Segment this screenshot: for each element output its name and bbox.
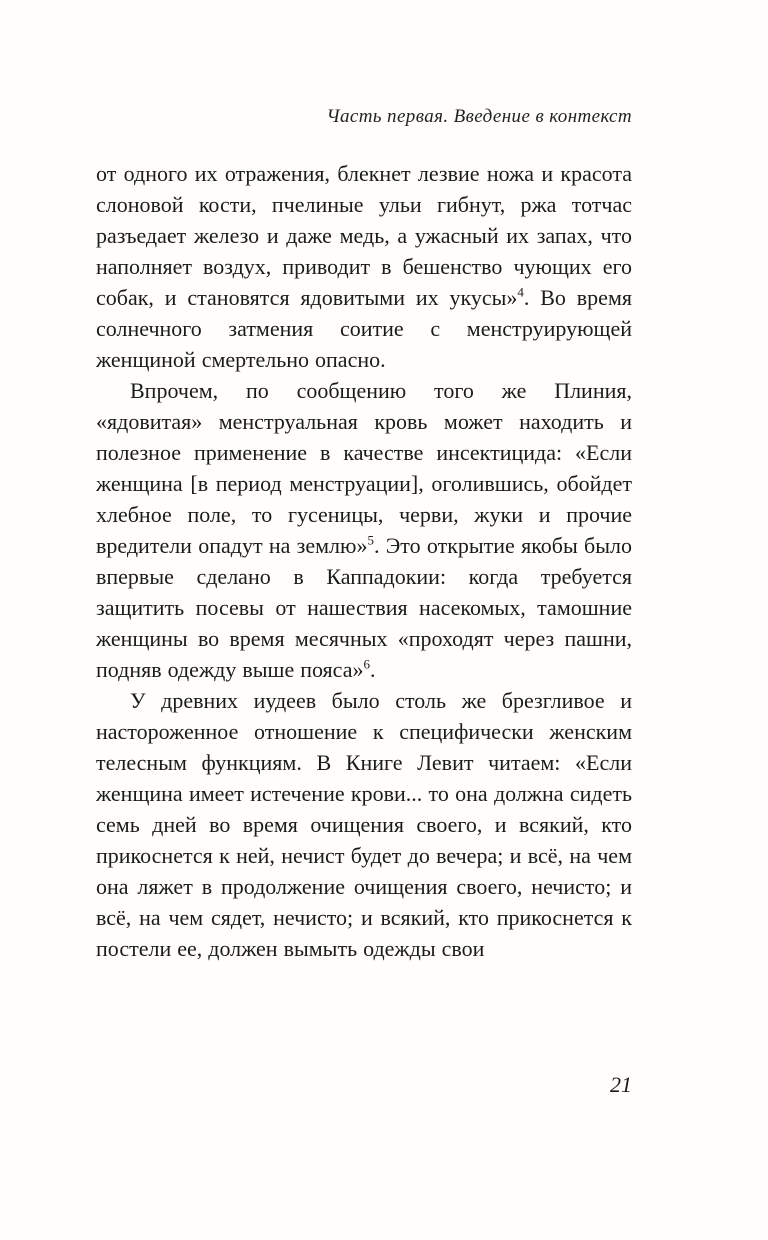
paragraph: Впрочем, по сообщению того же Плиния, «ядовитая» менструальная кровь может находить и полезное применение в качестве инсектицида: «Если женщина [в период менструации], оголившись, обойдет хлебное поле, то гусеницы, черви, жуки и прочие вредители опадут на землю»$^5$. Это открытие якобы было впервые сделано в Каппадокии: когда требуется защитить посевы от нашествия насекомых, тамошние женщины во время месячных «проходят через пашни, подняв одежду выше пояса»$^6$.: [96, 378, 632, 682]
footnote-ref: 5: [367, 532, 374, 548]
body-text: [96, 158, 632, 964]
footnote-ref: 6: [363, 656, 370, 672]
paragraph: У древних иудеев было столь же брезгливое и настороженное отношение к специфически женским телесным функциям. В Книге Левит читаем: «Если женщина имеет истечение крови... то она должна сидеть семь дней во время очищения своего, и всякий, кто прикоснется к ней, нечист будет до вечера; и всё, на чем она ляжет в продолжение очищения своего, нечисто; и всё, на чем сядет, нечисто; и всякий, кто прикоснется к постели ее, должен вымыть одежды свои: [96, 688, 632, 961]
paragraph: от одного их отражения, блекнет лезвие ножа и красота слоновой кости, пчелиные ульи гибнут, ржа тотчас разъедает железо и даже медь, а ужасный их запах, что наполняет воздух, приводит в бешенство чующих его собак, и становятся ядовитыми их укусы»$^4$. Во время солнечного затмения соитие с менструирующей женщиной смертельно опасно.: [96, 161, 632, 372]
running-head: Часть первая. Введение в контекст: [326, 106, 632, 127]
page-number: 21: [610, 1072, 632, 1097]
footnote-ref: 4: [517, 284, 524, 300]
